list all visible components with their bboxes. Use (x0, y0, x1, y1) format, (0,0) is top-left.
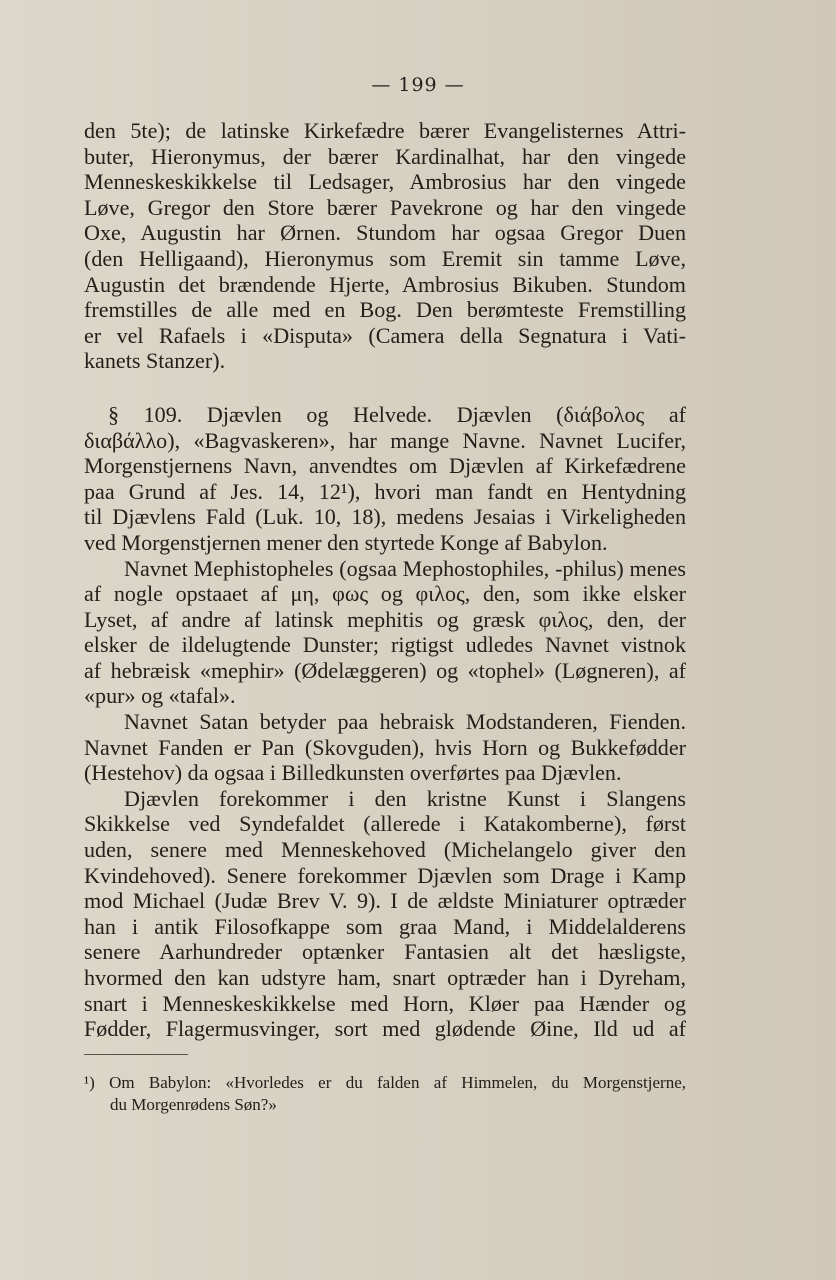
text-line: kanets Stanzer). (84, 348, 226, 374)
footnote-line: ¹) Om Babylon: «Hvorledes er du falden af Himmelen, du Morgenstjerne, (84, 1073, 686, 1092)
page-number: — 199 — (371, 74, 465, 96)
text-line: mod Michael (Judæ Brev V. 9). I de ældste Miniaturer optræder (84, 888, 686, 914)
text-line: er vel Rafaels i «Disputa» (Camera della Segnatura i Vati- (84, 322, 686, 348)
paragraph-gap (84, 374, 686, 402)
footnote (84, 1072, 686, 1116)
body-text (84, 118, 686, 1042)
text-line: buter, Hieronymus, der bærer Kardinalhat, har den vingede (84, 143, 686, 169)
text-line: Navnet Fanden er Pan (Skovguden), hvis Horn og Bukkefødder (84, 734, 686, 760)
text-line: «pur» og «tafal». (84, 683, 236, 709)
footnote-rule (84, 1054, 188, 1055)
text-line: Løve, Gregor den Store bærer Pavekrone og har den vingede (84, 194, 686, 220)
text-line: han i antik Filosofkappe som graa Mand, i Middelalderens (84, 913, 686, 939)
text-line: ved Morgenstjernen mener den styrtede Konge af Babylon. (84, 529, 608, 555)
text-line: Morgenstjernens Navn, anvendtes om Djævlen af Kirkefædrene (84, 453, 686, 479)
text-line: Skikkelse ved Syndefaldet (allerede i Katakomberne), først (84, 811, 686, 837)
text-line: paa Grund af Jes. 14, 12¹), hvori man fandt en Hentydning (84, 478, 686, 504)
text-line: hvormed den kan udstyre ham, snart optræder han i Dyreham, (84, 965, 686, 990)
text-line: uden, senere med Menneskehoved (Michelangelo giver den (84, 837, 686, 863)
text-line: Lyset, af andre af latinsk mephitis og græsk φιλος, den, der (84, 606, 686, 632)
text-line: fremstilles de alle med en Bog. Den berømteste Fremstilling (84, 297, 686, 323)
text-line: Kvindehoved). Senere forekommer Djævlen som Drage i Kamp (84, 862, 686, 888)
text-line: (den Helligaand), Hieronymus som Eremit sin tamme Løve, (84, 245, 686, 271)
text-line: διαβάλλο), «Bagvaskeren», har mange Navne. Navnet Lucifer, (84, 427, 686, 453)
text-line: senere Aarhundreder optænker Fantasien alt det hæsligste, (84, 939, 686, 965)
text-line: Navnet Satan betyder paa hebraisk Modstanderen, Fienden. (124, 709, 686, 735)
text-line: Menneskeskikkelse til Ledsager, Ambrosius har den vingede (84, 169, 686, 195)
section-heading-line: § 109. Djævlen og Helvede. Djævlen (διάβολος af (108, 401, 686, 427)
text-line: elsker de ildelugtende Dunster; rigtigst udledes Navnet vistnok (84, 632, 686, 658)
text-line: snart i Menneskeskikkelse med Horn, Kløer paa Hænder og (84, 990, 686, 1016)
text-line: den 5te); de latinske Kirkefædre bærer Evangelisternes Attri- (84, 118, 686, 143)
footnote-line: du Morgenrødens Søn?» (110, 1095, 277, 1114)
text-line: Oxe, Augustin har Ørnen. Stundom har ogsaa Gregor Duen (84, 220, 686, 246)
text-line: af nogle opstaaet af μη, φως og φιλος, den, som ikke elsker (84, 581, 686, 607)
text-line: Navnet Mephistopheles (ogsaa Mephostophiles, -philus) menes (124, 555, 686, 581)
text-line: Fødder, Flagermusvinger, sort med glødende Øine, Ild ud af (84, 1016, 686, 1042)
text-line: til Djævlens Fald (Luk. 10, 18), medens Jesaias i Virkeligheden (84, 504, 686, 530)
text-line: Djævlen forekommer i den kristne Kunst i Slangens (124, 785, 686, 811)
text-line: Augustin det brændende Hjerte, Ambrosius Bikuben. Stundom (84, 271, 686, 297)
text-line: (Hestehov) da ogsaa i Billedkunsten overførtes paa Djævlen. (84, 760, 622, 786)
text-line: af hebræisk «mephir» (Ødelæggeren) og «tophel» (Løgneren), af (84, 657, 686, 683)
